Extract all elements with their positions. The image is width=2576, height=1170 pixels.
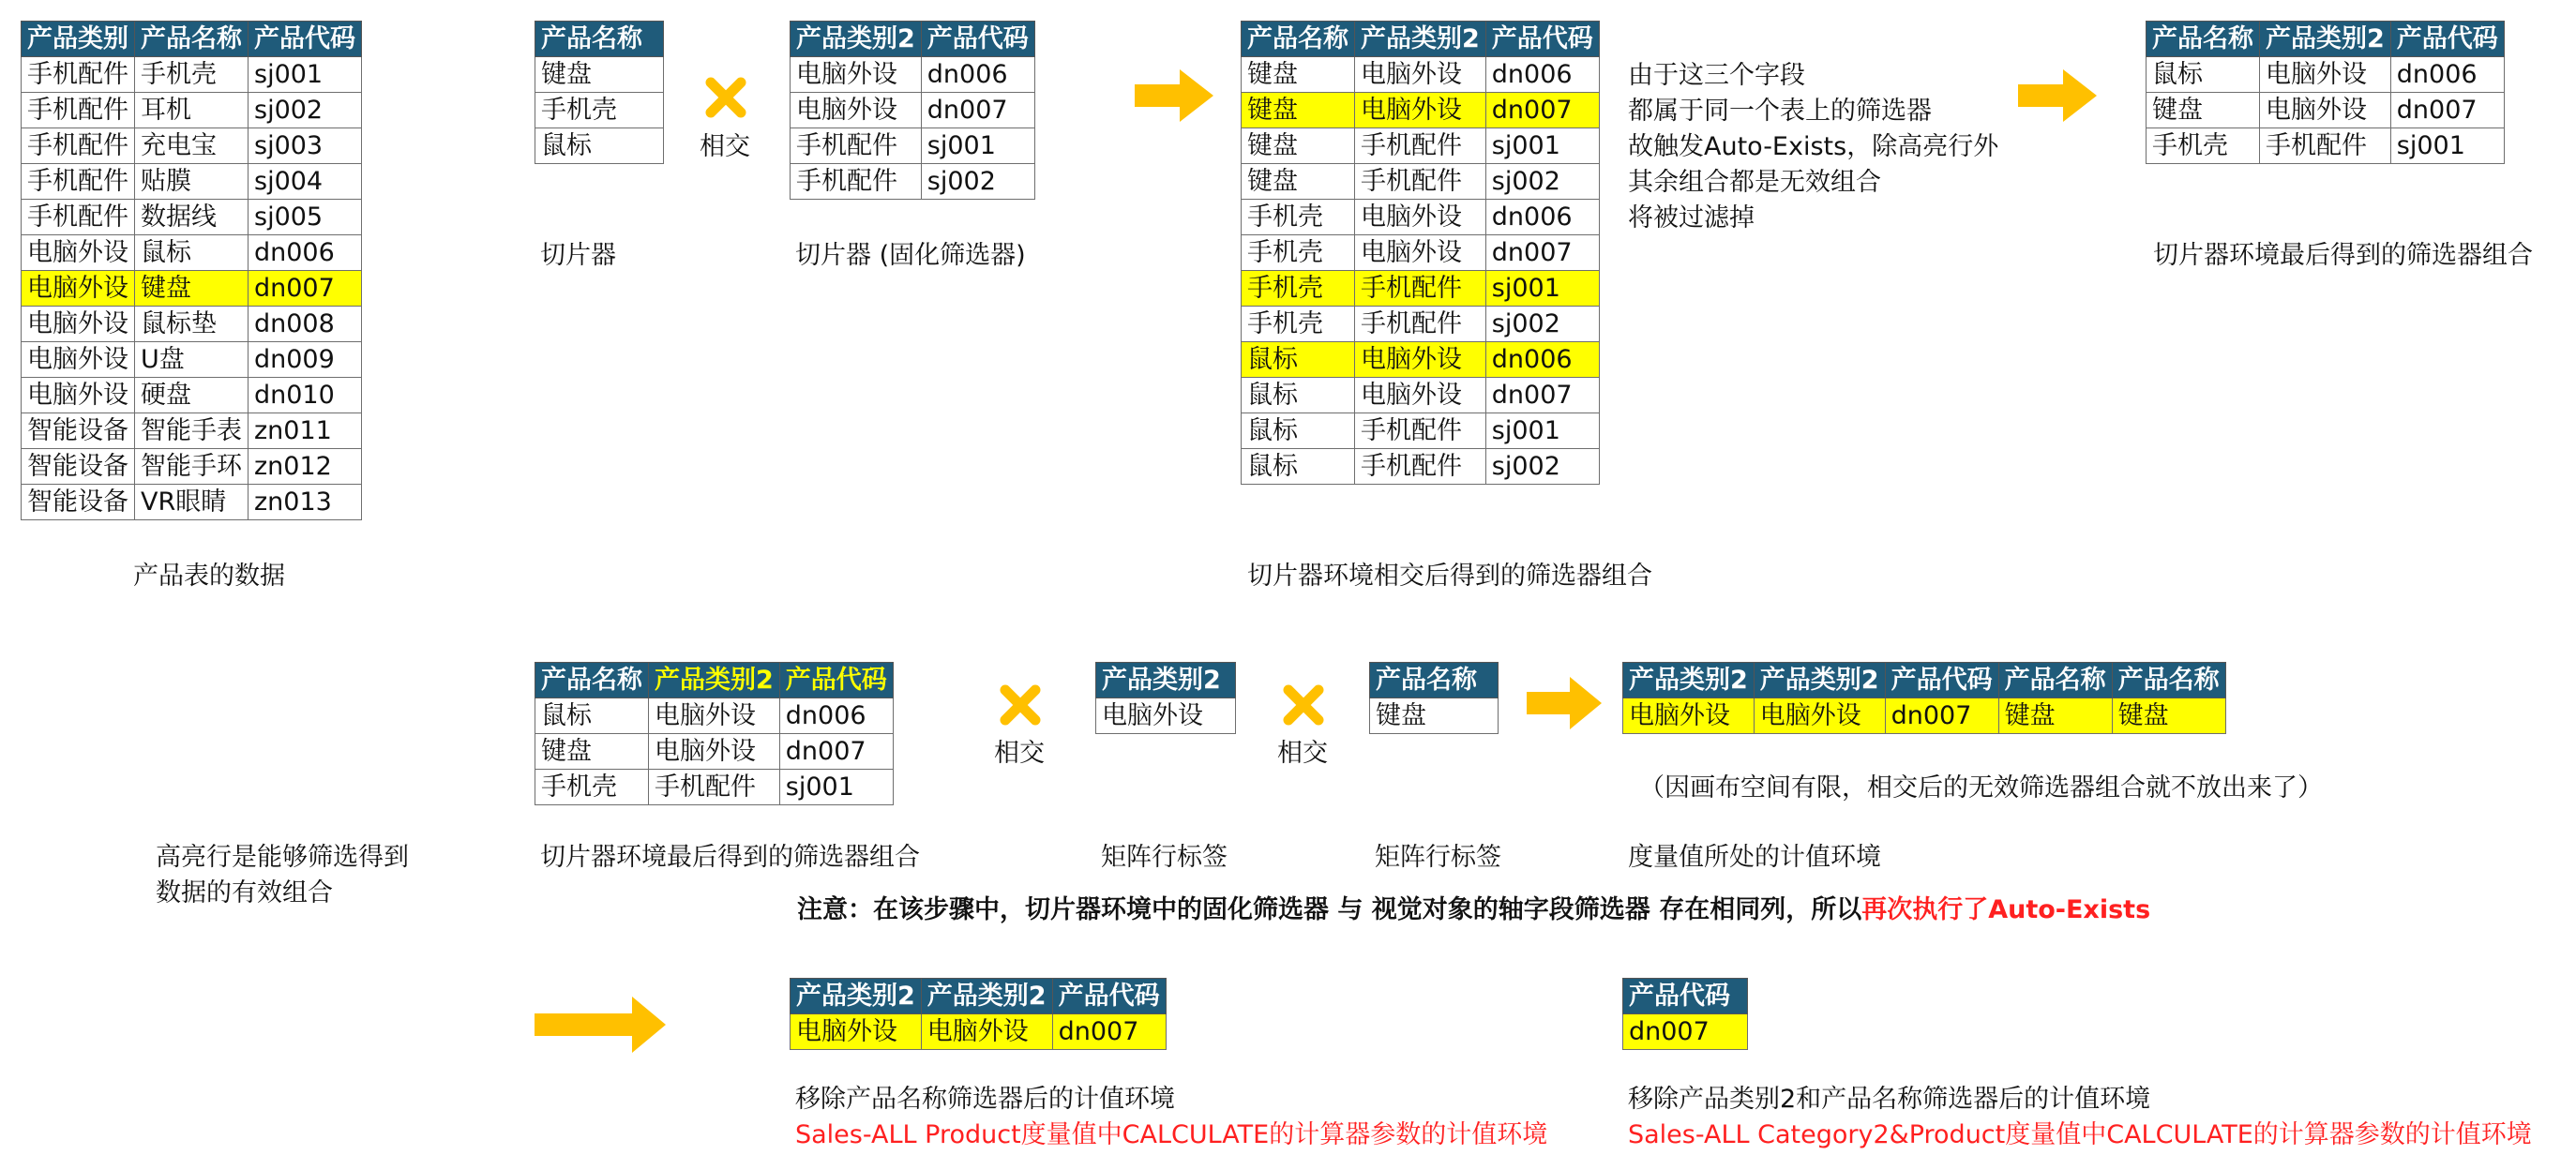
table-row xyxy=(535,734,894,770)
matrix-row-category2-table xyxy=(1095,662,1236,734)
table-cell: 键盘 xyxy=(1242,57,1355,93)
arrow-right-icon xyxy=(535,997,666,1053)
table-row-highlighted xyxy=(1242,93,1600,128)
matrix-row-product-name-table xyxy=(1369,662,1499,734)
table-cell: 电脑外设 xyxy=(1355,378,1486,413)
note-auto-exists-3: 故触发Auto-Exists，除高亮行外 xyxy=(1628,132,1999,161)
table-row xyxy=(535,770,894,805)
column-header: 产品代码 xyxy=(921,22,1034,57)
table-row xyxy=(791,93,1035,128)
table-row xyxy=(1242,128,1600,164)
table-cell: 智能设备 xyxy=(22,413,135,449)
column-header: 产品代码 xyxy=(2390,22,2504,57)
column-header: 产品类别2 xyxy=(1355,22,1486,57)
column-header: 产品类别2 xyxy=(791,22,922,57)
table-cell: 电脑外设 xyxy=(22,378,135,413)
table-cell: 硬盘 xyxy=(135,378,249,413)
table-cell: 电脑外设 xyxy=(791,57,922,93)
table-row-highlighted xyxy=(22,271,362,307)
table-cell: 手机配件 xyxy=(22,164,135,200)
table-cell: dn006 xyxy=(1485,200,1599,235)
column-header: 产品类别2 xyxy=(1754,663,1885,698)
table-cell: 手机配件 xyxy=(1355,307,1486,342)
table-cell: zn012 xyxy=(249,449,362,485)
table-cell: dn007 xyxy=(1052,1014,1166,1050)
column-header: 产品类别2 xyxy=(1096,663,1236,698)
table-cell: 电脑外设 xyxy=(2260,93,2391,128)
caption-matrix-row-2: 矩阵行标签 xyxy=(1375,843,1501,872)
table-cell: sj001 xyxy=(1485,413,1599,449)
table-row xyxy=(1242,307,1600,342)
table-cell: 键盘 xyxy=(535,57,664,93)
table-row xyxy=(22,57,362,93)
table-cell: 手机壳 xyxy=(1242,307,1355,342)
table-cell: 智能手环 xyxy=(135,449,249,485)
table-cell: 电脑外设 xyxy=(1623,698,1755,734)
table-cell: 电脑外设 xyxy=(22,235,135,271)
table-cell: 键盘 xyxy=(1998,698,2112,734)
measure-context-table xyxy=(1622,662,2226,734)
table-cell: 手机壳 xyxy=(535,93,664,128)
table-cell: sj001 xyxy=(1485,271,1599,307)
slicer-fixed-filter-table xyxy=(790,21,1035,200)
table-row xyxy=(1242,413,1600,449)
column-header: 产品代码 xyxy=(1623,979,1748,1014)
table-row xyxy=(1242,164,1600,200)
caption-sales-all-category2-product: Sales-ALL Category2&Product度量值中CALCULATE的计算器参数的计值环境 xyxy=(1628,1120,2532,1149)
highlight-note-1: 高亮行是能够筛选得到 xyxy=(156,843,409,872)
caption-slicer-final: 切片器环境最后得到的筛选器组合 xyxy=(2153,241,2533,270)
table-cell: 手机配件 xyxy=(1355,271,1486,307)
note-auto-exists-5: 将被过滤掉 xyxy=(1628,203,1755,232)
table-cell: 电脑外设 xyxy=(1355,93,1486,128)
table-row xyxy=(22,93,362,128)
column-header: 产品名称 xyxy=(535,22,664,57)
product-table xyxy=(21,21,362,520)
column-header: 产品名称 xyxy=(1998,663,2112,698)
table-row xyxy=(2147,128,2505,164)
caption-slicer: 切片器 xyxy=(540,241,616,270)
table-cell: 鼠标 xyxy=(1242,449,1355,485)
table-cell: dn006 xyxy=(2390,57,2504,93)
table-row-highlighted xyxy=(791,1014,1167,1050)
table-cell: sj002 xyxy=(1485,449,1599,485)
table-cell: 鼠标 xyxy=(535,128,664,164)
table-cell: 手机配件 xyxy=(1355,128,1486,164)
column-header: 产品代码 xyxy=(1885,663,1998,698)
table-row xyxy=(22,342,362,378)
table-cell: 手机壳 xyxy=(1242,200,1355,235)
table-cell: 电脑外设 xyxy=(649,698,780,734)
table-row xyxy=(1370,698,1499,734)
table-row xyxy=(791,164,1035,200)
column-header: 产品名称 xyxy=(1370,663,1499,698)
table-row xyxy=(22,200,362,235)
table-cell: 智能手表 xyxy=(135,413,249,449)
table-cell: 键盘 xyxy=(1242,164,1355,200)
table-cell: 手机配件 xyxy=(22,93,135,128)
table-row xyxy=(1242,378,1600,413)
column-header: 产品名称 xyxy=(1242,22,1355,57)
table-cell: dn006 xyxy=(1485,342,1599,378)
table-cell: 耳机 xyxy=(135,93,249,128)
column-header: 产品名称 xyxy=(2147,22,2260,57)
table-cell: 手机配件 xyxy=(1355,164,1486,200)
caption-matrix-row-1: 矩阵行标签 xyxy=(1101,843,1228,872)
note-auto-exists-1: 由于这三个字段 xyxy=(1628,61,1805,90)
table-cell: 手机配件 xyxy=(2260,128,2391,164)
caption-without-product-name: 移除产品名称筛选器后的计值环境 xyxy=(795,1085,1175,1114)
table-row xyxy=(791,128,1035,164)
table-cell: 手机壳 xyxy=(535,770,649,805)
table-cell: 手机配件 xyxy=(1355,413,1486,449)
column-header: 产品类别 xyxy=(22,22,135,57)
caption-cross-join: 切片器环境相交后得到的筛选器组合 xyxy=(1247,562,1652,591)
table-row xyxy=(1242,235,1600,271)
table-cell: dn008 xyxy=(249,307,362,342)
table-cell: 电脑外设 xyxy=(1754,698,1885,734)
table-row xyxy=(22,307,362,342)
table-cell: 键盘 xyxy=(2147,93,2260,128)
table-row xyxy=(535,57,664,93)
table-cell: 智能设备 xyxy=(22,449,135,485)
table-row xyxy=(22,235,362,271)
column-header: 产品代码 xyxy=(249,22,362,57)
column-header: 产品代码 xyxy=(1052,979,1166,1014)
table-row-highlighted xyxy=(1242,342,1600,378)
column-header: 产品类别2 xyxy=(649,663,780,698)
slicer-product-name-table xyxy=(535,21,664,164)
table-cell: 手机壳 xyxy=(1242,271,1355,307)
table-row xyxy=(535,93,664,128)
table-cell: dn006 xyxy=(1485,57,1599,93)
table-row-highlighted xyxy=(1623,698,2226,734)
table-row xyxy=(22,449,362,485)
table-cell: zn011 xyxy=(249,413,362,449)
table-row xyxy=(22,413,362,449)
table-cell: 键盘 xyxy=(1242,93,1355,128)
note-canvas-limited: （因画布空间有限，相交后的无效筛选器组合就不放出来了） xyxy=(1639,773,2323,802)
table-cell: 电脑外设 xyxy=(1355,235,1486,271)
table-cell: 电脑外设 xyxy=(791,93,922,128)
table-cell: dn007 xyxy=(2390,93,2504,128)
table-cell: 电脑外设 xyxy=(1355,200,1486,235)
table-cell: 键盘 xyxy=(135,271,249,307)
table-cell: 键盘 xyxy=(2112,698,2225,734)
intersect-label: 相交 xyxy=(1277,739,1328,768)
table-cell: dn006 xyxy=(921,57,1034,93)
table-cell: dn009 xyxy=(249,342,362,378)
table-cell: dn007 xyxy=(1485,378,1599,413)
caption-fixed-slicer: 切片器 (固化筛选器) xyxy=(795,241,1026,270)
table-cell: 电脑外设 xyxy=(22,307,135,342)
table-cell: 鼠标 xyxy=(1242,342,1355,378)
table-cell: sj001 xyxy=(249,57,362,93)
table-cell: 手机配件 xyxy=(1355,449,1486,485)
table-cell: 手机壳 xyxy=(135,57,249,93)
table-row-highlighted xyxy=(1623,1014,1748,1050)
table-cell: 手机配件 xyxy=(22,128,135,164)
table-row xyxy=(22,128,362,164)
table-cell: 电脑外设 xyxy=(649,734,780,770)
table-row xyxy=(2147,57,2505,93)
table-cell: 手机配件 xyxy=(22,200,135,235)
table-cell: dn007 xyxy=(921,93,1034,128)
column-header: 产品代码 xyxy=(779,663,893,698)
arrow-right-icon xyxy=(2018,69,2097,122)
table-cell: U盘 xyxy=(135,342,249,378)
table-cell: 电脑外设 xyxy=(1355,342,1486,378)
column-header: 产品名称 xyxy=(2112,663,2225,698)
arrow-right-icon xyxy=(1527,677,1602,729)
table-cell: 鼠标 xyxy=(135,235,249,271)
table-cell: 键盘 xyxy=(1370,698,1499,734)
table-cell: dn010 xyxy=(249,378,362,413)
table-cell: 鼠标 xyxy=(2147,57,2260,93)
table-row xyxy=(1242,200,1600,235)
table-cell: 手机壳 xyxy=(2147,128,2260,164)
table-cell: 鼠标 xyxy=(535,698,649,734)
column-header: 产品类别2 xyxy=(791,979,922,1014)
table-row xyxy=(22,378,362,413)
table-cell: zn013 xyxy=(249,485,362,520)
table-cell: sj002 xyxy=(1485,307,1599,342)
table-cell: 数据线 xyxy=(135,200,249,235)
table-cell: 贴膜 xyxy=(135,164,249,200)
table-row xyxy=(22,485,362,520)
note-auto-exists-4: 其余组合都是无效组合 xyxy=(1628,168,1881,197)
table-cell: 鼠标 xyxy=(1242,413,1355,449)
column-header: 产品名称 xyxy=(135,22,249,57)
column-header: 产品类别2 xyxy=(1623,663,1755,698)
table-row xyxy=(22,164,362,200)
table-cell: dn007 xyxy=(779,734,893,770)
caption-without-category2-and-name: 移除产品类别2和产品名称筛选器后的计值环境 xyxy=(1628,1085,2151,1114)
table-cell: sj001 xyxy=(779,770,893,805)
table-cell: dn007 xyxy=(1485,93,1599,128)
column-header: 产品类别2 xyxy=(921,979,1052,1014)
intersect-label: 相交 xyxy=(700,132,750,161)
attention-note: 注意：在该步骤中，切片器环境中的固化筛选器 与 视觉对象的轴字段筛选器 存在相同列，所以再次执行了Auto-Exists xyxy=(797,895,2151,924)
table-cell: sj002 xyxy=(249,93,362,128)
table-cell: 手机配件 xyxy=(22,57,135,93)
table-cell: 电脑外设 xyxy=(22,271,135,307)
table-cell: 电脑外设 xyxy=(921,1014,1052,1050)
table-cell: sj004 xyxy=(249,164,362,200)
attention-note-red: 再次执行了Auto-Exists xyxy=(1861,895,2151,924)
table-row xyxy=(1242,57,1600,93)
table-cell: 电脑外设 xyxy=(1355,57,1486,93)
table-cell: 电脑外设 xyxy=(791,1014,922,1050)
table-row xyxy=(791,57,1035,93)
column-header: 产品代码 xyxy=(1485,22,1599,57)
cross-icon xyxy=(1000,684,1041,726)
column-header: 产品名称 xyxy=(535,663,649,698)
note-auto-exists-2: 都属于同一个表上的筛选器 xyxy=(1628,97,1932,126)
table-cell: dn007 xyxy=(1623,1014,1748,1050)
table-cell: 充电宝 xyxy=(135,128,249,164)
table-row xyxy=(1242,449,1600,485)
table-cell: 鼠标垫 xyxy=(135,307,249,342)
table-cell: 键盘 xyxy=(1242,128,1355,164)
table-row xyxy=(2147,93,2505,128)
table-cell: 电脑外设 xyxy=(22,342,135,378)
table-cell: 手机壳 xyxy=(1242,235,1355,271)
slicer-final-combination-table-2 xyxy=(535,662,894,805)
table-row xyxy=(535,698,894,734)
table-cell: VR眼睛 xyxy=(135,485,249,520)
table-cell: sj003 xyxy=(249,128,362,164)
table-cell: sj001 xyxy=(1485,128,1599,164)
context-product-code-only-table xyxy=(1622,978,1748,1050)
table-cell: 鼠标 xyxy=(1242,378,1355,413)
context-without-product-name-table xyxy=(790,978,1167,1050)
table-cell: dn007 xyxy=(1485,235,1599,271)
cross-icon xyxy=(1283,684,1324,726)
table-cell: sj002 xyxy=(1485,164,1599,200)
table-cell: dn007 xyxy=(1885,698,1998,734)
slicer-cross-join-table xyxy=(1241,21,1600,485)
table-cell: sj002 xyxy=(921,164,1034,200)
table-row xyxy=(1096,698,1236,734)
slicer-final-combination-table xyxy=(2146,21,2505,164)
table-cell: 电脑外设 xyxy=(2260,57,2391,93)
column-header: 产品类别2 xyxy=(2260,22,2391,57)
table-cell: sj001 xyxy=(2390,128,2504,164)
table-row xyxy=(535,128,664,164)
table-cell: dn007 xyxy=(249,271,362,307)
table-row-highlighted xyxy=(1242,271,1600,307)
caption-slicer-final-2: 切片器环境最后得到的筛选器组合 xyxy=(540,843,920,872)
caption-product-table: 产品表的数据 xyxy=(133,562,285,591)
table-cell: 手机配件 xyxy=(649,770,780,805)
caption-sales-all-product: Sales-ALL Product度量值中CALCULATE的计算器参数的计值环境 xyxy=(795,1120,1548,1149)
table-cell: 手机配件 xyxy=(791,164,922,200)
table-cell: 键盘 xyxy=(535,734,649,770)
table-cell: dn006 xyxy=(249,235,362,271)
table-cell: dn006 xyxy=(779,698,893,734)
table-cell: sj005 xyxy=(249,200,362,235)
highlight-note-2: 数据的有效组合 xyxy=(156,878,333,908)
table-cell: sj001 xyxy=(921,128,1034,164)
arrow-right-icon xyxy=(1135,69,1213,122)
table-cell: 手机配件 xyxy=(791,128,922,164)
cross-icon xyxy=(705,77,746,118)
intersect-label: 相交 xyxy=(994,739,1045,768)
caption-measure-context: 度量值所处的计值环境 xyxy=(1628,843,1881,872)
table-cell: 智能设备 xyxy=(22,485,135,520)
table-cell: 电脑外设 xyxy=(1096,698,1236,734)
